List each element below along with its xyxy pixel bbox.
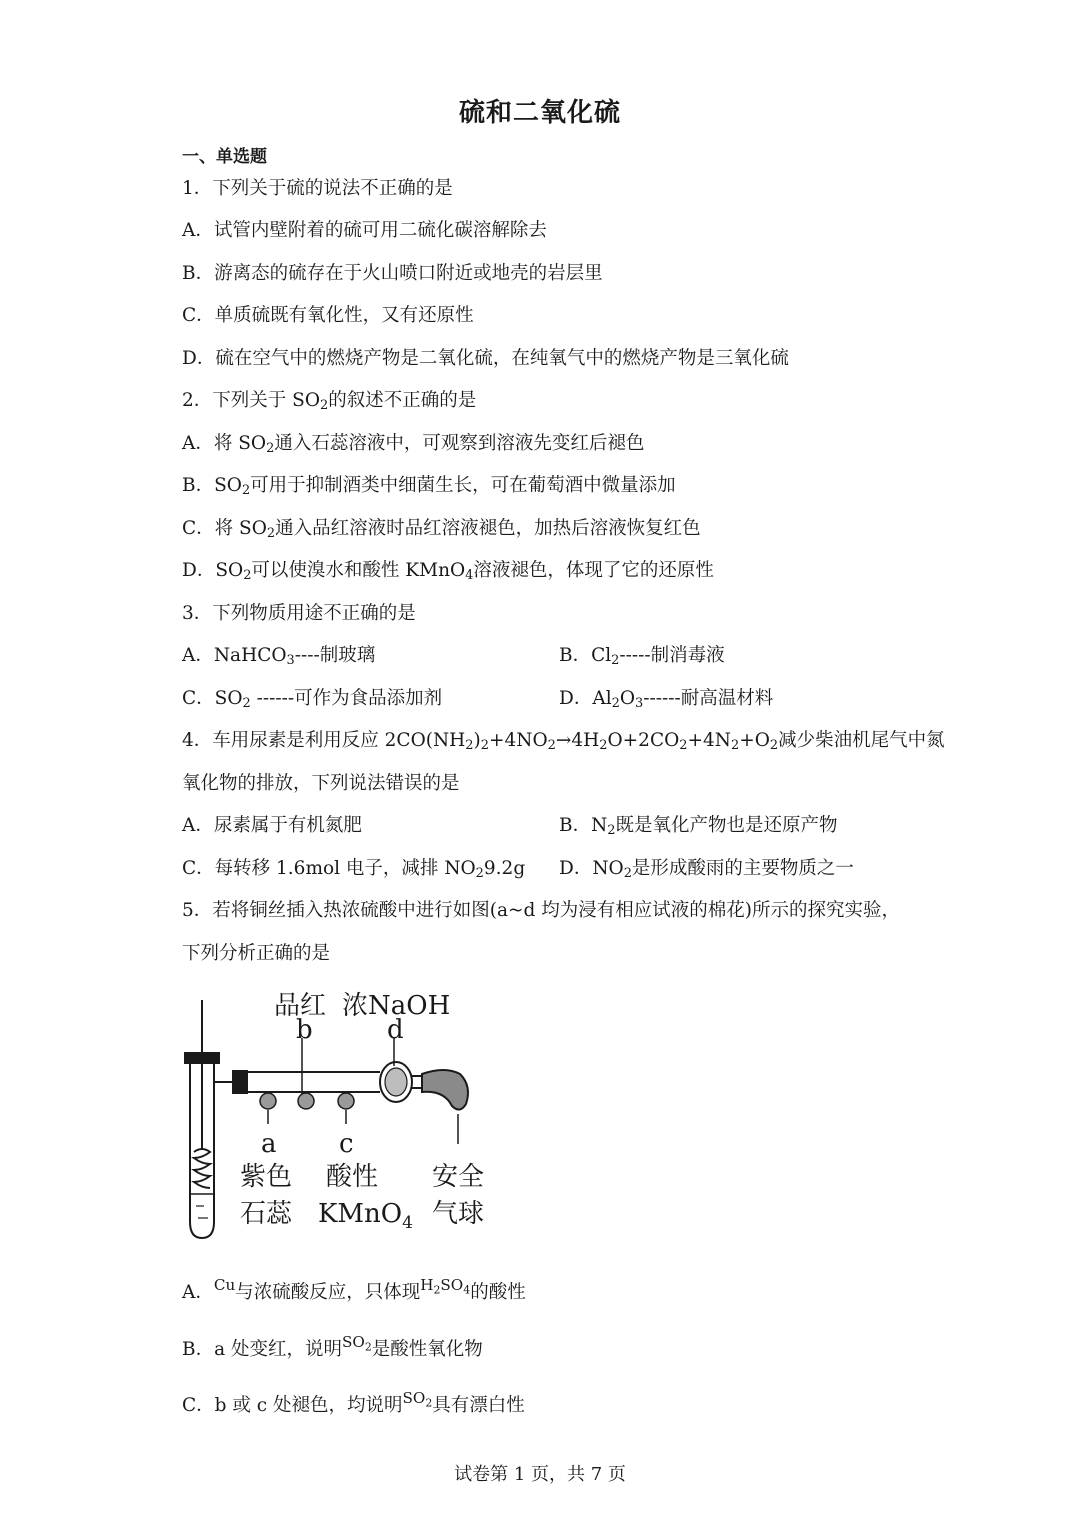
q4-stem-line1: 4．车用尿素是利用反应 $2CO(NH_2)_2+4NO_2\to 4H_2O+2CO_2+4N_2+O_2$减少柴油机尾气中氮 [182,730,945,754]
q1-stem: 1．下列关于硫的说法不正确的是 [182,178,453,199]
q4-option-d[interactable]: D．$NO_2$是形成酸雨的主要物质之一 [559,858,854,882]
q1-option-a[interactable]: A．试管内壁附着的硫可用二硫化碳溶解除去 [182,220,547,241]
q3-option-c[interactable]: C．$SO_2$ ------可作为食品添加剂 [182,688,443,712]
copper-coil [194,1064,210,1188]
q2-option-d[interactable]: D．$SO_2$可以使溴水和酸性 KMnO$_4$溶液褪色，体现了它的还原性 [182,560,714,584]
q4-option-c[interactable]: C．每转移 1.6mol 电子，减排 $NO_29.2g$ [182,858,526,882]
q2-option-a[interactable]: A．将 $SO_2$通入石蕊溶液中，可观察到溶液先变红后褪色 [182,433,645,457]
q2-option-c[interactable]: C．将 $SO_2$通入品红溶液时品红溶液褪色，加热后溶液恢复红色 [182,518,701,542]
q5-stem-line1: 5．若将铜丝插入热浓硫酸中进行如图(a~d 均为浸有相应试液的棉花)所示的探究实验， [182,900,900,921]
label-kmno4: KMnO$_4$ [318,1199,413,1233]
label-b: b [296,1015,313,1045]
q1-option-d[interactable]: D．硫在空气中的燃烧产物是二氧化硫，在纯氧气中的燃烧产物是三氧化硫 [182,348,789,369]
q2-option-b[interactable]: B．$SO_2$可用于抑制酒类中细菌生长，可在葡萄酒中微量添加 [182,475,676,499]
page-footer: 试卷第 1 页，共 7 页 [454,1464,626,1485]
experiment-figure [170,982,510,1244]
page-title: 硫和二氧化硫 [458,98,621,128]
q3-option-a[interactable]: A．NaHCO$_3$----制玻璃 [182,645,376,669]
cotton-d [385,1068,407,1096]
label-naoh: 浓NaOH [342,991,451,1021]
q4-option-a[interactable]: A．尿素属于有机氮肥 [182,815,362,836]
label-anquan: 安全 [432,1162,485,1192]
cotton-c [338,1093,354,1109]
q2-stem: 2．下列关于 $SO_2$的叙述不正确的是 [182,390,477,414]
q5-option-a[interactable]: A．$^{Cu}$与浓硫酸反应，只体现$^{H_2SO_4}$的酸性 [182,1275,526,1303]
section-heading: 一、单选题 [182,147,267,167]
safety-balloon [422,1070,468,1110]
q3-option-d[interactable]: D．$Al_2O_3------$耐高温材料 [559,688,774,712]
q5-option-c[interactable]: C．b 或 c 处褪色，均说明$^{SO_2}$具有漂白性 [182,1388,525,1416]
q5-option-b[interactable]: B．a 处变红，说明$^{SO_2}$是酸性氧化物 [182,1332,483,1360]
label-suanxing: 酸性 [326,1162,379,1192]
label-a: a [261,1129,277,1159]
label-c: c [339,1129,354,1159]
q1-option-c[interactable]: C．单质硫既有氧化性，又有还原性 [182,305,474,326]
q5-stem-line2: 下列分析正确的是 [182,943,331,964]
tube-stopper [184,1052,220,1064]
label-qiqiu: 气球 [432,1199,485,1229]
q3-stem: 3．下列物质用途不正确的是 [182,603,416,624]
q4-option-b[interactable]: B．$N_2$既是氧化产物也是还原产物 [559,815,838,839]
q1-option-b[interactable]: B．游离态的硫存在于火山喷口附近或地壳的岩层里 [182,263,603,284]
label-d: d [387,1015,404,1045]
cotton-a [260,1093,276,1109]
cotton-b [298,1093,314,1109]
label-zise: 紫色 [240,1162,293,1192]
side-stopper [232,1070,248,1094]
label-pinhong: 品红 [274,991,327,1021]
q4-stem-line2: 氧化物的排放，下列说法错误的是 [182,773,460,794]
q3-option-b[interactable]: B．$Cl_2-----$制消毒液 [559,645,725,669]
label-shirui: 石蕊 [240,1199,293,1229]
